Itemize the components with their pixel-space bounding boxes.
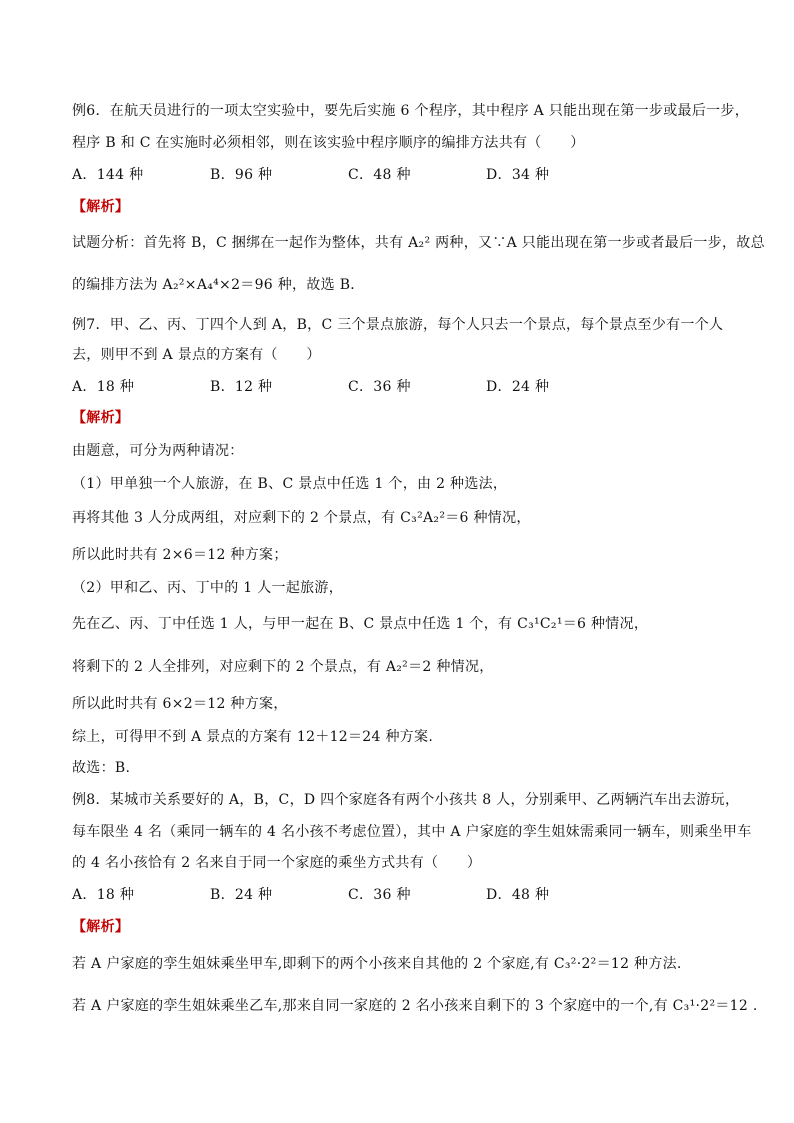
q7-analysis-tag: 【解析】: [72, 410, 130, 426]
q8-stem-line3: 的 4 名小孩恰有 2 名来自于同一个家庭的乘坐方式共有（ ）: [72, 855, 482, 871]
q6-option-d: D．34 种: [486, 167, 550, 183]
q8-solution-line1: 若 A 户家庭的孪生姐妹乘坐甲车,即剩下的两个小孩来自其他的 2 个家庭,有 C₃²·2²＝12 种方法.: [72, 956, 682, 972]
q6-option-b: B．96 种: [210, 167, 273, 183]
q7-solution-line: 所以此时共有 6×2＝12 种方案，: [72, 696, 288, 712]
q8-option-a: A．18 种: [72, 887, 135, 903]
q7-option-c: C．36 种: [348, 379, 411, 395]
q7-stem-line1: 例7．甲、乙、丙、丁四个人到 A，B，C 三个景点旅游，每个人只去一个景点，每个景点至少有一个人: [72, 317, 724, 333]
q8-option-b: B．24 种: [210, 887, 273, 903]
q7-solution-line: 由题意，可分为两种请况：: [72, 443, 244, 459]
q7-option-a: A．18 种: [72, 379, 135, 395]
q6-stem-line1: 例6．在航天员进行的一项太空实验中，要先后实施 6 个程序，其中程序 A 只能出现在第一步或最后一步，: [72, 103, 750, 119]
q6-solution-line2: 的编排方法为 A₂²×A₄⁴×2＝96 种，故选 B．: [72, 277, 365, 293]
q7-solution-line: 综上，可得甲不到 A 景点的方案有 12＋12＝24 种方案.: [72, 729, 434, 745]
q8-analysis-tag: 【解析】: [72, 919, 130, 935]
q7-solution-line: 先在乙、丙、丁中任选 1 人，与甲一起在 B、C 景点中任选 1 个，有 C₃¹C₂¹＝6 种情况，: [72, 616, 649, 632]
q7-solution-line: 将剩下的 2 人全排列，对应剩下的 2 个景点，有 A₂²＝2 种情况，: [72, 659, 494, 675]
q7-solution-line: 所以此时共有 2×6＝12 种方案；: [72, 547, 288, 563]
q8-option-c: C．36 种: [348, 887, 411, 903]
q7-solution-line: （2）甲和乙、丙、丁中的 1 人一起旅游，: [72, 580, 344, 596]
q7-stem-line2: 去，则甲不到 A 景点的方案有（ ）: [72, 347, 321, 363]
q7-solution-line: 再将其他 3 人分成两组，对应剩下的 2 个景点，有 C₃²A₂²＝6 种情况，: [72, 510, 531, 526]
q6-option-a: A．144 种: [72, 167, 144, 183]
q7-option-d: D．24 种: [486, 379, 550, 395]
q6-stem-line2: 程序 B 和 C 在实施时必须相邻，则在该实验中程序顺序的编排方法共有（ ）: [72, 135, 585, 151]
q6-analysis-tag: 【解析】: [72, 199, 130, 215]
q6-solution-line1: 试题分析：首先将 B，C 捆绑在一起作为整体，共有 A₂² 两种，又∵A 只能出现在第一步或者最后一步，故总: [72, 235, 765, 251]
q8-solution-line2: 若 A 户家庭的孪生姐妹乘坐乙车,那来自同一家庭的 2 名小孩来自剩下的 3 个家庭中的一个,有 C₃¹·2²＝12 .: [72, 998, 758, 1014]
q7-option-b: B．12 种: [210, 379, 273, 395]
q8-stem-line1: 例8．某城市关系要好的 A，B，C，D 四个家庭各有两个小孩共 8 人，分别乘甲、乙两辆汽车出去游玩，: [72, 792, 740, 808]
q7-solution-line: 故选：B.: [72, 760, 131, 776]
q6-option-c: C．48 种: [348, 167, 411, 183]
q7-solution-line: （1）甲单独一个人旅游，在 B、C 景点中任选 1 个，由 2 种选法，: [72, 476, 508, 492]
q8-option-d: D．48 种: [486, 887, 550, 903]
q8-stem-line2: 每车限坐 4 名（乘同一辆车的 4 名小孩不考虑位置），其中 A 户家庭的孪生姐妹需乘同一辆车，则乘坐甲车: [72, 824, 752, 840]
